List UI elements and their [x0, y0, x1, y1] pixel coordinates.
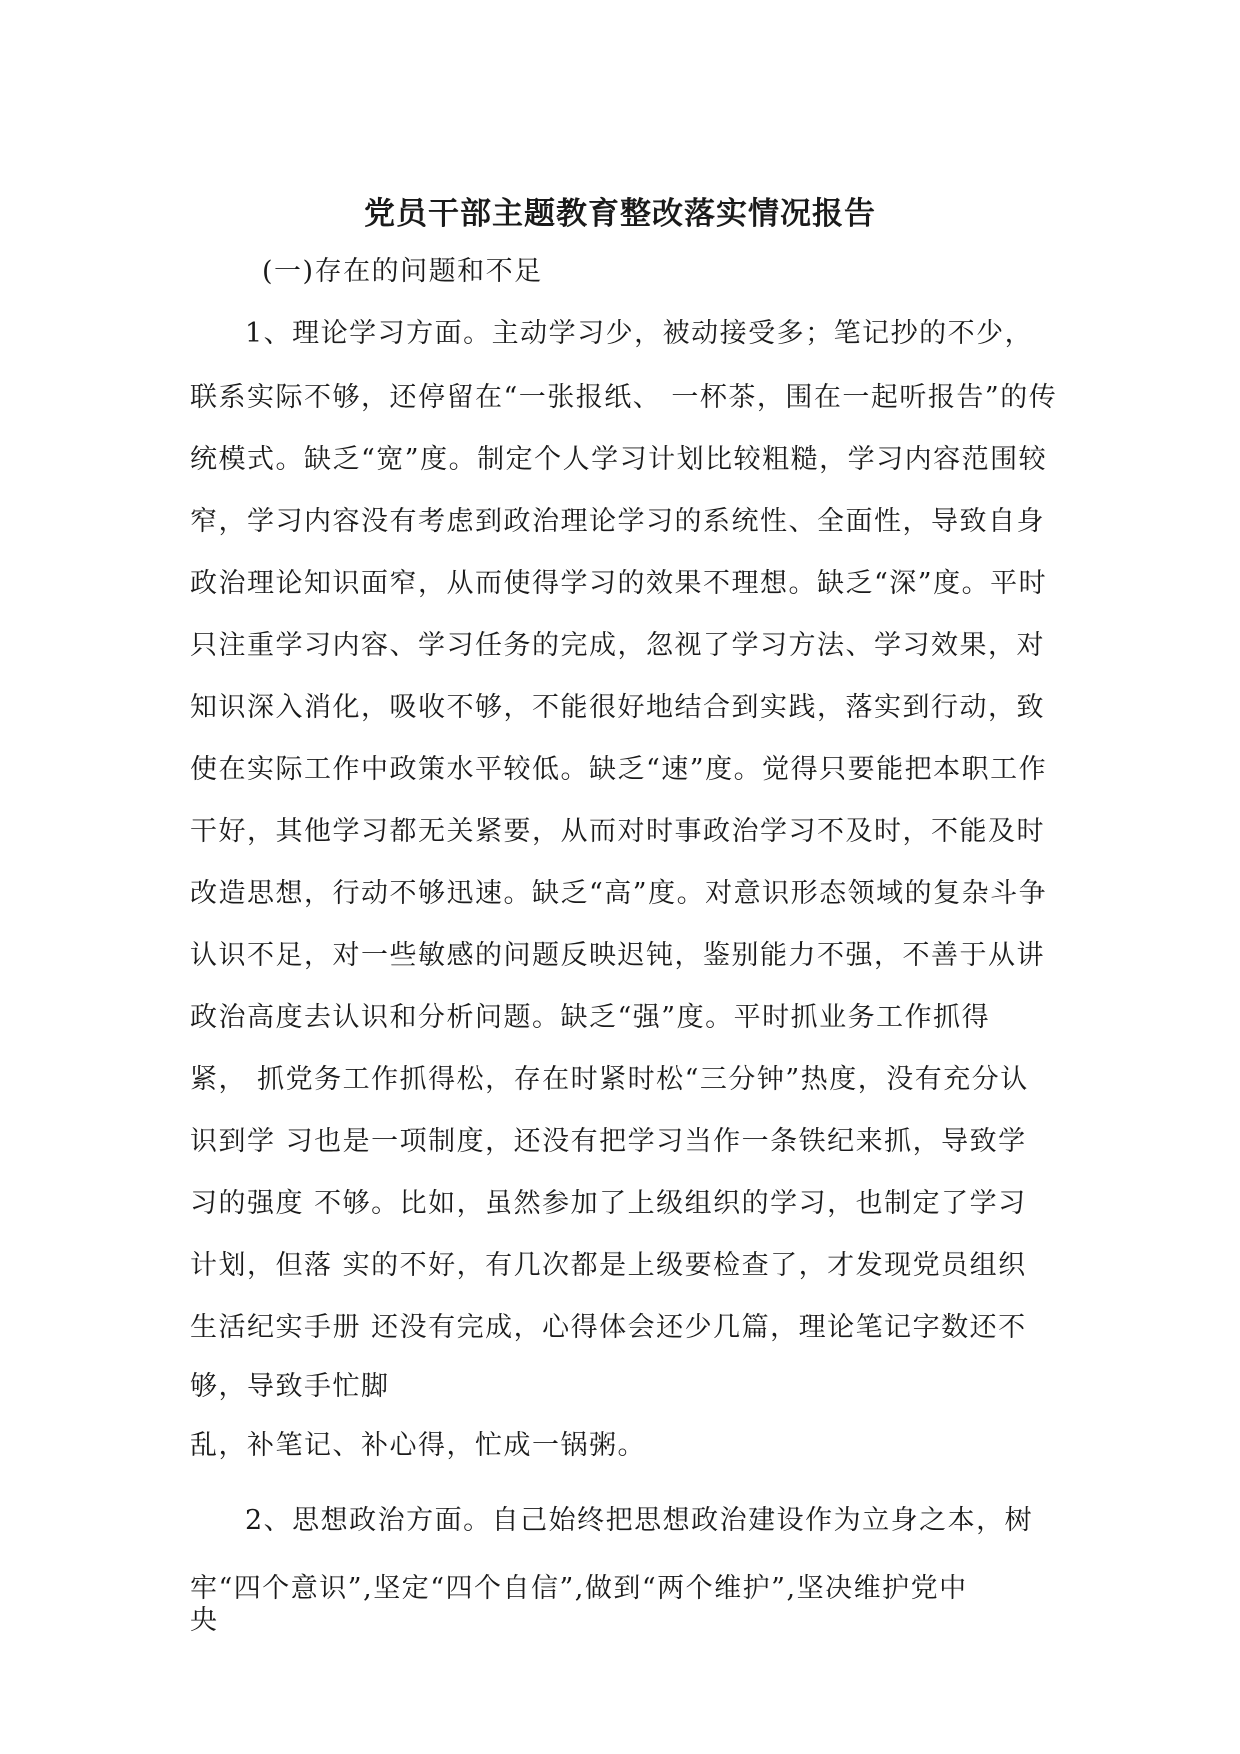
paragraph-line: 乱，补笔记、补心得，忙成一锅粥。	[190, 1430, 646, 1461]
paragraph-line: 改造思想，行动不够迅速。缺乏“高”度。对意识形态领域的复杂斗争	[190, 878, 1048, 909]
paragraph-line: 统模式。缺乏“宽”度。制定个人学习计划比较粗糙，学习内容范围较	[190, 444, 1048, 475]
paragraph-line: 计划，但落 实的不好，有几次都是上级要检查了，才发现党员组织	[190, 1250, 1027, 1281]
paragraph-line: 认识不足，对一些敏感的问题反映迟钝，鉴别能力不强，不善于从讲	[190, 940, 1045, 971]
document-title: 党员干部主题教育整改落实情况报告	[364, 196, 876, 232]
paragraph-line: 牢“四个意识”,坚定“四个自信”,做到“两个维护”,坚决维护党中	[190, 1573, 968, 1604]
paragraph-line: 干好，其他学习都无关紧要，从而对时事政治学习不及时，不能及时	[190, 816, 1045, 847]
paragraph-line: 2、思想政治方面。自己始终把思想政治建设作为立身之本，树	[245, 1505, 1034, 1536]
paragraph-line: 政治高度去认识和分析问题。缺乏“强”度。平时抓业务工作抓得	[190, 1002, 991, 1033]
paragraph-line: 习的强度 不够。比如，虽然参加了上级组织的学习，也制定了学习	[190, 1188, 1027, 1219]
paragraph-line: 政治理论知识面窄，从而使得学习的效果不理想。缺乏“深”度。平时	[190, 568, 1048, 599]
paragraph-line: 生活纪实手册 还没有完成，心得体会还少几篇，理论笔记字数还不	[190, 1312, 1027, 1343]
paragraph-line: 识到学 习也是一项制度，还没有把学习当作一条铁纪来抓，导致学	[190, 1126, 1027, 1157]
paragraph-line: 联系实际不够，还停留在“一张报纸、 一杯茶，围在一起听报告”的传	[190, 382, 1058, 413]
paragraph-line: 央	[190, 1605, 219, 1636]
paragraph-line: 只注重学习内容、学习任务的完成，忽视了学习方法、学习效果，对	[190, 630, 1045, 661]
paragraph-line: 1、理论学习方面。主动学习少，被动接受多；笔记抄的不少，	[245, 318, 1034, 349]
paragraph-line: 知识深入消化，吸收不够，不能很好地结合到实践，落实到行动，致	[190, 692, 1045, 723]
paragraph-line: 紧， 抓党务工作抓得松，存在时紧时松“三分钟”热度，没有充分认	[190, 1064, 1029, 1095]
section-heading: (一)存在的问题和不足	[262, 256, 543, 287]
paragraph-line: 够，导致手忙脚	[190, 1371, 390, 1402]
paragraph-line: 使在实际工作中政策水平较低。缺乏“速”度。觉得只要能把本职工作	[190, 754, 1048, 785]
paragraph-line: 窄，学习内容没有考虑到政治理论学习的系统性、全面性，导致自身	[190, 506, 1045, 537]
